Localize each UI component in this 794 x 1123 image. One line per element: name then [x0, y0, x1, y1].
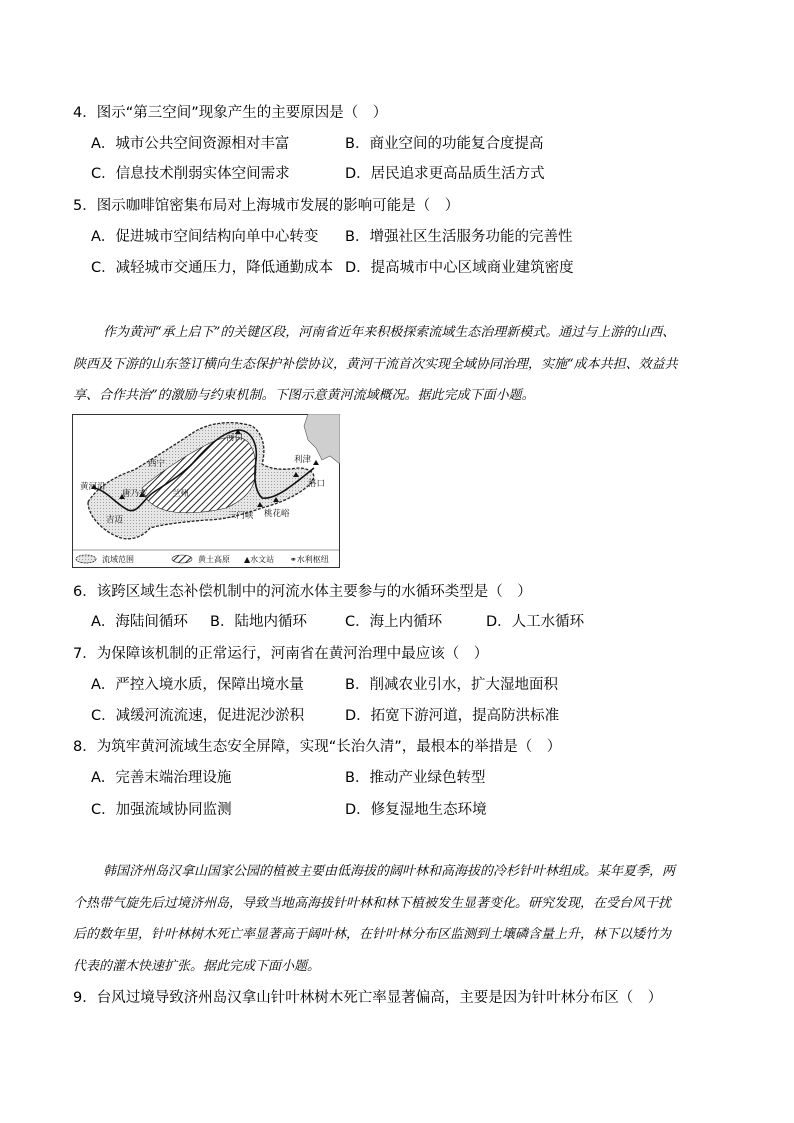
- q9-stem: 9．台风过境导致济州岛汉拿山针叶林树木死亡率显著偏高，主要是因为针叶林分布区（ ）: [73, 990, 663, 1006]
- passage-line: 陕西及下游的山东签订横向生态保护补偿协议，黄河干流首次实现全域协同治理，实施“成本共担、效益共: [73, 356, 678, 372]
- yellow-river-passage: [73, 317, 723, 412]
- q6-stem: 6．该跨区域生态补偿机制中的河流水体主要参与的水循环类型是（ ）: [73, 584, 532, 600]
- label-jimai: 吉迈: [106, 515, 124, 525]
- label-lijin: 利津: [294, 455, 312, 465]
- q8-option-a: A．完善末端治理设施: [91, 770, 232, 786]
- passage-line: 作为黄河“承上启下”的关键区段，河南省近年来积极探索流域生态治理新模式。通过与上游的山西、: [103, 325, 676, 340]
- q7-option-b: B．削减农业引水，扩大湿地面积: [345, 677, 558, 693]
- q5-option-c: C．减轻城市交通压力，降低通勤成本: [91, 260, 334, 276]
- label-hekou: 河口: [226, 433, 244, 443]
- legend-loess: 黄土高原: [198, 555, 230, 564]
- passage-line: 代表的灌木快速扩张。据此完成下面小题。: [73, 958, 321, 974]
- q8-option-b: B．推动产业绿色转型: [345, 770, 486, 786]
- label-huangheyan: 黄河沿: [80, 482, 106, 492]
- passage-line: 韩国济州岛汉拿山国家公园的植被主要由低海拔的阔叶林和高海拔的冷杉针叶林组成。某年夏季，两: [103, 864, 676, 879]
- yellow-river-map: [72, 414, 340, 568]
- q6-option-c: C．海上内循环: [345, 614, 443, 630]
- q4-option-a: A．城市公共空间资源相对丰富: [91, 136, 290, 152]
- label-huayuankou: 桃花峪: [264, 509, 290, 519]
- label-xining: 西宁: [148, 459, 166, 469]
- q7-stem: 7．为保障该机制的正常运行，河南省在黄河治理中最应该（ ）: [73, 646, 489, 662]
- q5-option-a: A．促进城市空间结构向单中心转变: [91, 229, 319, 245]
- passage-line: 个热带气旋先后过境济州岛，导致当地高海拔针叶林和林下植被发生显著变化。研究发现，在受台风干扰: [73, 895, 672, 911]
- label-lanzhou: 兰州: [172, 489, 190, 499]
- passage-line: 享、合作共治”的激励与约束机制。下图示意黄河流域概况。据此完成下面小题。: [73, 388, 535, 403]
- q6-option-b: B．陆地内循环: [210, 614, 307, 630]
- q6-option-a: A．海陆间循环: [91, 614, 188, 630]
- q5-option-b: B．增强社区生活服务功能的完善性: [345, 229, 573, 245]
- q4-stem: 4．图示“第三空间”现象产生的主要原因是（ ）: [73, 105, 388, 121]
- passage-line: 后的数年里，针叶林树木死亡率显著高于阔叶林，在针叶林分布区监测到土壤磷含量上升，林下以矮竹为: [73, 927, 672, 942]
- map-legend: [76, 554, 329, 564]
- q5-stem: 5．图示咖啡馆密集布局对上海城市发展的影响可能是（ ）: [73, 198, 460, 214]
- q8-option-d: D．修复湿地生态环境: [345, 802, 487, 818]
- q7-option-c: C．减缓河流流速，促进泥沙淤积: [91, 708, 305, 724]
- label-tangnaihai: 唐乃亥: [122, 489, 148, 499]
- q8-option-c: C．加强流域协同监测: [91, 802, 232, 818]
- legend-hub: ⚭水利枢纽: [290, 555, 329, 564]
- label-luokou: 洛口: [308, 479, 326, 489]
- q4-option-c: C．信息技术削弱实体空间需求: [91, 166, 290, 182]
- label-sanmenxia: 三门峡: [228, 511, 254, 521]
- legend-basin: 流域范围: [102, 555, 134, 564]
- q7-option-d: D．拓宽下游河道，提高防洪标准: [345, 708, 560, 724]
- jeju-passage: [73, 856, 723, 982]
- legend-station: ▲水文站: [244, 555, 275, 564]
- q4-option-d: D．居民追求更高品质生活方式: [345, 166, 545, 182]
- q5-option-d: D．提高城市中心区域商业建筑密度: [345, 260, 574, 276]
- q8-stem: 8．为筑牢黄河流域生态安全屏障，实现“长治久清”，最根本的举措是（ ）: [73, 739, 562, 755]
- q6-option-d: D．人工水循环: [486, 614, 585, 630]
- q4-option-b: B．商业空间的功能复合度提高: [345, 136, 544, 152]
- q7-option-a: A．严控入境水质，保障出境水量: [91, 677, 304, 693]
